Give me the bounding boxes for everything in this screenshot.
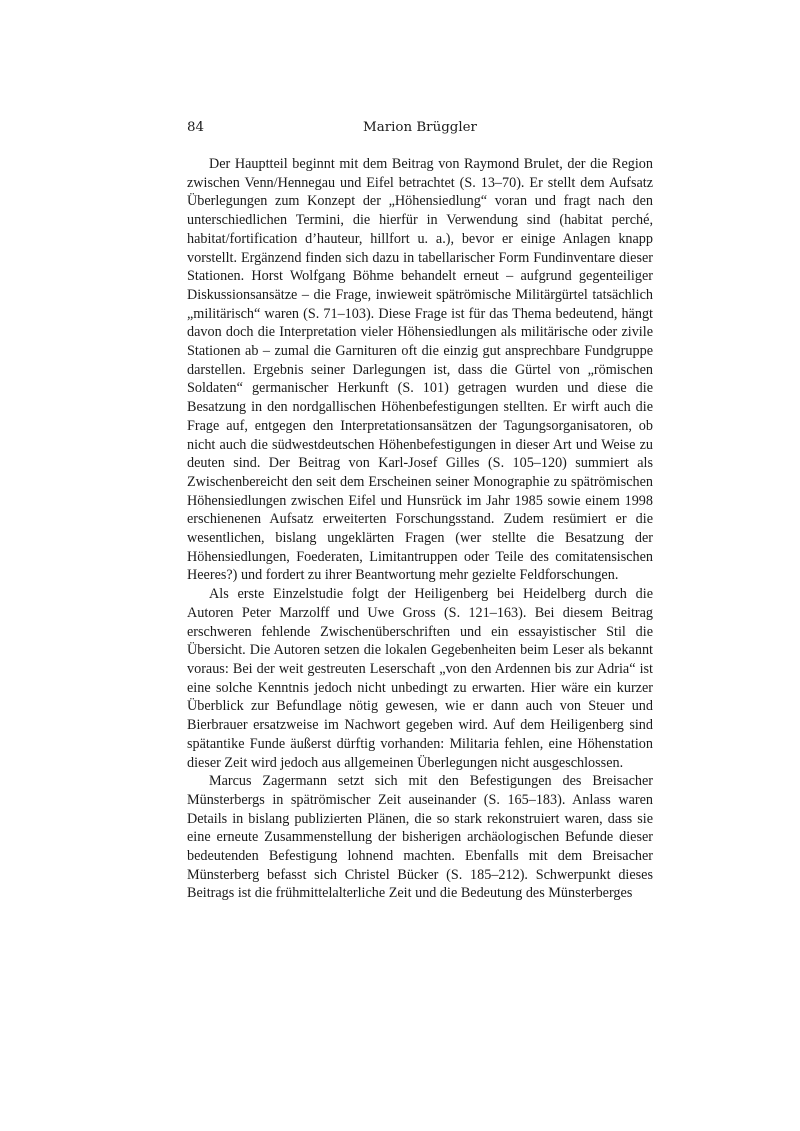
paragraph: Als erste Einzelstudie folgt der Heiligenberg bei Heidelberg durch die Autoren Peter Marzolff und Uwe Gross (S. 121–163). Bei diesem Beitrag erschweren fehlende Zwischenüberschriften und ein essayistischer Stil die Übersicht. Die Autoren setzen die lokalen Gegebenheiten beim Leser als bekannt voraus: Bei der weit gestreuten Leserschaft „von den Ardennen bis zur Adria“ ist eine solche Kenntnis jedoch nicht unbedingt zu erwarten. Hier wäre ein kurzer Überblick zur Befundlage nötig gewesen, wie er dann auch von Steuer und Bierbrauer ersatzweise im Nachwort gegeben wird. Auf dem Heiligenberg sind spätantike Funde äußerst dürftig vorhanden: Militaria fehlen, eine Höhenstation dieser Zeit wird jedoch aus allgemeinen Überlegungen nicht ausgeschlossen.	[187, 586, 653, 771]
page-number: 84	[187, 120, 205, 135]
running-head-author: Marion Brüggler	[363, 120, 477, 135]
body-text	[187, 155, 653, 903]
paragraph: Der Hauptteil beginnt mit dem Beitrag von Raymond Brulet, der die Region zwischen Venn/Hennegau und Eifel betrachtet (S. 13–70). Er stellt dem Aufsatz Überlegungen zum Konzept der „Höhensiedlung“ voran und fragt nach den unterschiedlichen Termini, die hierfür in Verwendung sind (habitat perché, habitat/fortification d’hauteur, hillfort u. a.), bevor er einige Anlagen knapp vorstellt. Ergänzend finden sich dazu in tabellarischer Form Fundinventare dieser Stationen. Horst Wolfgang Böhme behandelt erneut – aufgrund gegenteiliger Diskussionsansätze – die Frage, inwieweit spätrömische Militärgürtel tatsächlich „militärisch“ waren (S. 71–103). Diese Frage ist für das Thema bedeutend, hängt davon doch die Interpretation vieler Höhensiedlungen als militärische oder zivile Stationen ab – zumal die Garnituren oft die einzig gut ansprechbare Fundgruppe darstellen. Ergebnis seiner Darlegungen ist, dass die Gürtel von „römischen Soldaten“ germanischer Herkunft (S. 101) getragen wurden und diese die Besatzung in den nordgallischen Höhenbefestigungen stellten. Er wirft auch die Frage auf, entgegen den Interpretationsansätzen der Tagungsorganisatoren, ob nicht auch die südwestdeutschen Höhenbefestigungen in dieser Art und Weise zu deuten sind. Der Beitrag von Karl-Josef Gilles (S. 105–120) summiert als Zwischenbereicht den seit dem Erscheinen seiner Monographie zu spätrömischen Höhensiedlungen zwischen Eifel und Hunsrück im Jahr 1985 sowie einem 1998 erschienenen Aufsatz erweiterten Forschungsstand. Zudem resümiert er die wesentlichen, bislang ungeklärten Fragen (wer stellte die Besatzung der Höhensiedlungen, Foederaten, Limitantruppen oder Teile des comitatensischen Heeres?) und fordert zu ihrer Beantwortung mehr gezielte Feldforschungen.	[187, 156, 653, 584]
page-header	[187, 120, 653, 140]
paragraph: Marcus Zagermann setzt sich mit den Befestigungen des Breisacher Münsterbergs in spätrömischer Zeit auseinander (S. 165–183). Anlass waren Details in bislang publizierten Plänen, die so stark rekonstruiert waren, dass sie eine erneute Zusammenstellung der bisherigen archäologischen Befunde dieser bedeutenden Befestigung lohnend machten. Ebenfalls mit dem Breisacher Münsterberg befasst sich Christel Bücker (S. 185–212). Schwerpunkt dieses Beitrags ist die frühmittelalterliche Zeit und die Bedeutung des Münsterberges	[187, 773, 653, 902]
